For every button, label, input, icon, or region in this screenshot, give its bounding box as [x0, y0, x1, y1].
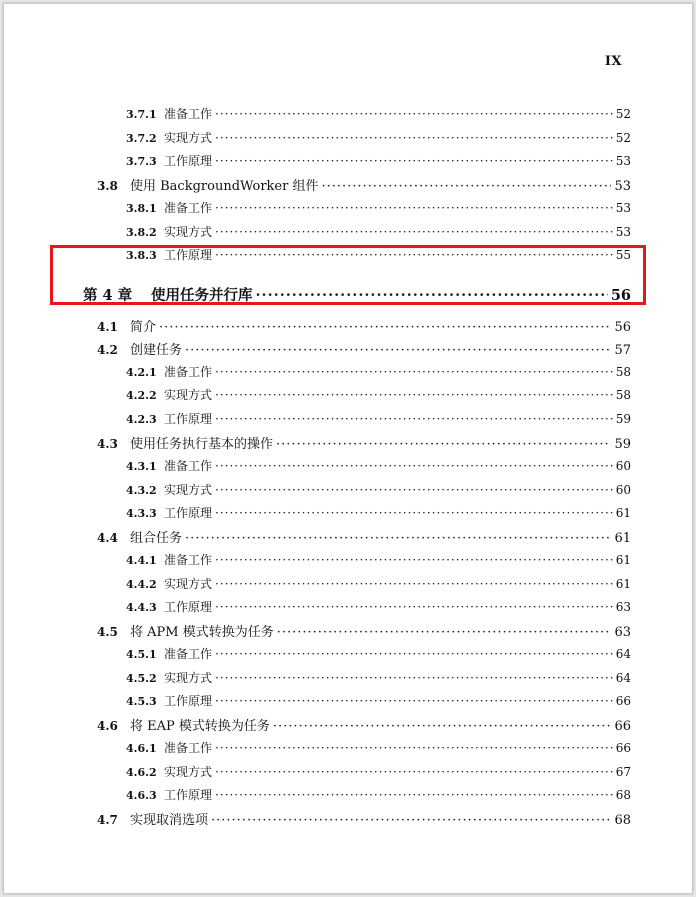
toc-entry-page: 64	[615, 671, 631, 685]
toc-entry-page: 59	[615, 412, 631, 426]
toc-entry-number: 4.5	[97, 625, 118, 639]
toc-section-entry[interactable]	[97, 339, 631, 358]
toc-entry-number: 4.3	[97, 437, 118, 451]
toc-entry-number: 4.6.3	[126, 789, 157, 802]
dot-leader	[276, 437, 611, 452]
toc-entry-number: 3.7.3	[126, 155, 157, 168]
toc-entry[interactable]	[126, 551, 631, 568]
dot-leader	[215, 412, 613, 426]
document-page	[3, 3, 693, 894]
toc-entry-page: 56	[610, 287, 631, 304]
toc-entry-number: 3.8.3	[126, 249, 157, 262]
toc-entry-number: 4.2.3	[126, 413, 157, 426]
toc-entry-title: 实现方式	[164, 131, 213, 145]
toc-entry-page: 53	[615, 154, 631, 168]
toc-entry-number: 4.5.3	[126, 695, 157, 708]
toc-entry[interactable]	[126, 575, 631, 592]
dot-leader	[273, 719, 612, 734]
dot-leader	[185, 343, 611, 358]
toc-entry[interactable]	[126, 481, 631, 498]
toc-entry-title: 使用任务执行基本的操作	[130, 437, 274, 452]
toc-section-entry[interactable]	[97, 809, 631, 828]
toc-entry-title: 使用 BackgroundWorker 组件	[130, 179, 319, 194]
toc-chapter-title: 使用任务并行库	[151, 287, 253, 304]
toc-entry-page: 53	[615, 201, 631, 215]
dot-leader	[211, 813, 611, 828]
toc-entry-title: 准备工作	[164, 201, 213, 215]
toc-entry-page: 61	[615, 553, 631, 567]
dot-leader	[215, 225, 613, 239]
toc-entry-number: 3.7.1	[126, 108, 157, 121]
toc-entry-number: 3.7.2	[126, 132, 157, 145]
toc-entry-title: 实现取消选项	[130, 813, 209, 828]
toc-section-entry[interactable]	[97, 175, 631, 194]
toc-entry-page: 63	[614, 625, 631, 640]
toc-entry-title: 实现方式	[164, 765, 213, 779]
dot-leader	[215, 201, 613, 215]
page-number: IX	[604, 54, 622, 69]
toc-entry[interactable]	[126, 363, 631, 380]
dot-leader	[215, 788, 613, 802]
dot-leader	[159, 320, 611, 335]
toc-entry-number: 4.1	[97, 320, 118, 334]
toc-entry-page: 52	[615, 107, 631, 121]
dot-leader	[215, 577, 613, 591]
toc-entry-title: 准备工作	[164, 365, 213, 379]
toc-entry-page: 60	[615, 483, 631, 497]
dot-leader	[321, 179, 611, 194]
toc-entry-title: 工作原理	[164, 506, 213, 520]
dot-leader	[215, 694, 613, 708]
toc-entry-title: 工作原理	[164, 694, 213, 708]
toc-entry-page: 63	[615, 600, 631, 614]
toc-entry-title: 实现方式	[164, 671, 213, 685]
toc-entry-page: 68	[615, 788, 631, 802]
toc-entry-number: 4.2.2	[126, 389, 157, 402]
toc-entry[interactable]	[126, 410, 631, 427]
toc-entry-number: 3.8.2	[126, 226, 157, 239]
toc-entry-title: 准备工作	[164, 741, 213, 755]
toc-entry-number: 3.8	[97, 179, 118, 193]
toc-entry-page: 66	[615, 741, 631, 755]
toc-entry[interactable]	[126, 786, 631, 803]
toc-entry[interactable]	[126, 152, 631, 169]
toc-entry-number: 4.3.2	[126, 484, 157, 497]
toc-entry-title: 实现方式	[164, 577, 213, 591]
toc-entry-number: 4.3.1	[126, 460, 157, 473]
dot-leader	[215, 671, 613, 685]
toc-entry-title: 准备工作	[164, 459, 213, 473]
toc-entry-number: 4.5.2	[126, 672, 157, 685]
toc-entry-title: 准备工作	[164, 647, 213, 661]
dot-leader	[215, 765, 613, 779]
toc-entry[interactable]	[126, 692, 631, 709]
toc-entry-page: 58	[615, 365, 631, 379]
toc-entry-title: 组合任务	[130, 531, 183, 546]
toc-chapter-number: 第 4 章	[83, 287, 133, 304]
dot-leader	[215, 483, 613, 497]
toc-entry[interactable]	[126, 105, 631, 122]
toc-entry-title: 简介	[130, 320, 157, 335]
toc-entry-number: 4.2	[97, 343, 118, 357]
toc-entry[interactable]	[126, 598, 631, 615]
toc-entry-page: 53	[614, 179, 631, 194]
dot-leader	[215, 365, 613, 379]
toc-entry-number: 4.4.1	[126, 554, 157, 567]
toc-entry-page: 66	[615, 694, 631, 708]
red-highlight-box	[50, 245, 646, 305]
toc-entry-title: 实现方式	[164, 483, 213, 497]
toc-entry-page: 67	[615, 765, 631, 779]
dot-leader	[185, 531, 611, 546]
toc-entry-page: 64	[615, 647, 631, 661]
toc-entry-number: 4.2.1	[126, 366, 157, 379]
dot-leader	[215, 107, 613, 121]
toc-entry-page: 57	[614, 343, 631, 358]
toc-entry[interactable]	[126, 223, 631, 240]
dot-leader	[215, 388, 613, 402]
toc-entry-page: 52	[615, 131, 631, 145]
toc-entry-number: 4.3.3	[126, 507, 157, 520]
dot-leader	[215, 553, 613, 567]
toc-entry-number: 4.4.2	[126, 578, 157, 591]
toc-entry-page: 58	[615, 388, 631, 402]
dot-leader	[215, 600, 613, 614]
toc-entry-page: 60	[615, 459, 631, 473]
toc-section-entry[interactable]	[97, 715, 631, 734]
toc-entry-title: 实现方式	[164, 388, 213, 402]
toc-entry-title: 将 EAP 模式转换为任务	[130, 719, 270, 734]
toc-entry-number: 4.4.3	[126, 601, 157, 614]
toc-entry-title: 准备工作	[164, 553, 213, 567]
toc-entry[interactable]	[126, 199, 631, 216]
toc-section-entry[interactable]	[97, 316, 631, 335]
toc-entry-page: 66	[614, 719, 631, 734]
toc-entry-number: 4.7	[97, 813, 118, 827]
dot-leader	[215, 154, 613, 168]
toc-entry-page: 55	[615, 248, 631, 262]
toc-entry-page: 61	[614, 531, 631, 546]
dot-leader	[215, 741, 613, 755]
toc-entry-number: 4.6	[97, 719, 118, 733]
toc-entry-title: 工作原理	[164, 248, 213, 262]
toc-entry-title: 创建任务	[130, 343, 183, 358]
toc-entry-number: 4.4	[97, 531, 118, 545]
dot-leader	[215, 131, 613, 145]
toc-entry[interactable]	[126, 457, 631, 474]
toc-entry-title: 工作原理	[164, 154, 213, 168]
toc-entry-page: 61	[615, 577, 631, 591]
toc-entry-page: 61	[615, 506, 631, 520]
toc-entry-page: 53	[615, 225, 631, 239]
toc-section-entry[interactable]	[97, 527, 631, 546]
toc-entry[interactable]	[126, 763, 631, 780]
toc-entry[interactable]	[126, 504, 631, 521]
toc-entry-title: 实现方式	[164, 225, 213, 239]
toc-entry-number: 4.5.1	[126, 648, 157, 661]
dot-leader	[277, 625, 612, 640]
dot-leader	[215, 506, 613, 520]
toc-section-entry[interactable]	[97, 433, 631, 452]
toc-entry-number: 3.8.1	[126, 202, 157, 215]
toc-entry-title: 工作原理	[164, 788, 213, 802]
toc-entry-page: 68	[614, 813, 631, 828]
toc-entry[interactable]	[126, 645, 631, 662]
toc-entry-title: 工作原理	[164, 600, 213, 614]
toc-entry-number: 4.6.1	[126, 742, 157, 755]
toc-entry-number: 4.6.2	[126, 766, 157, 779]
toc-entry-title: 将 APM 模式转换为任务	[130, 625, 274, 640]
toc-entry[interactable]	[126, 739, 631, 756]
toc-entry[interactable]	[126, 129, 631, 146]
toc-entry-title: 工作原理	[164, 412, 213, 426]
toc-entry-page: 56	[614, 320, 631, 335]
toc-entry[interactable]	[126, 669, 631, 686]
toc-section-entry[interactable]	[97, 621, 631, 640]
toc-entry-title: 准备工作	[164, 107, 213, 121]
dot-leader	[215, 459, 613, 473]
toc-entry-page: 59	[614, 437, 631, 452]
dot-leader	[215, 647, 613, 661]
toc-entry[interactable]	[126, 386, 631, 403]
